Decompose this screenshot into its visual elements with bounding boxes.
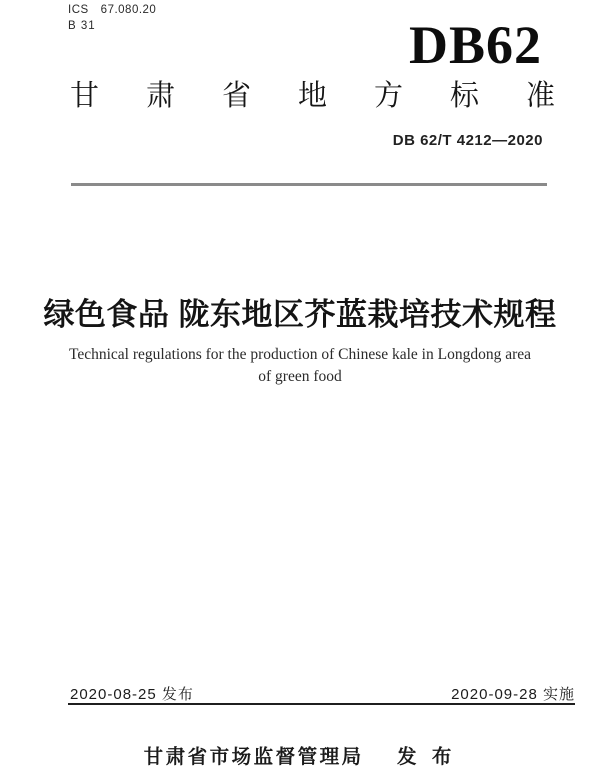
footer-divider <box>68 703 575 705</box>
issue-date <box>70 683 194 704</box>
ics-label: ICS <box>68 4 89 16</box>
standard-number: DB 62/T 4212—2020 <box>392 132 543 149</box>
date-row <box>0 684 600 704</box>
ics-classification <box>68 4 156 16</box>
english-title-line-2: of green food <box>258 368 342 385</box>
header-divider <box>71 183 547 186</box>
publisher-name: 甘肃省市场监督管理局 <box>143 746 364 768</box>
implement-date-label: 实施 <box>542 686 575 703</box>
standard-type-heading: 甘肃省地方标准 <box>70 80 555 112</box>
china-classification-code: B 31 <box>68 20 96 32</box>
publisher-row <box>0 741 600 768</box>
ics-code: 67.080.20 <box>100 4 157 16</box>
english-title-line-1: Technical regulations for the production of Chinese kale in Longdong area <box>68 346 532 363</box>
document-title-english <box>0 344 600 388</box>
publish-action-label: 发 布 <box>397 746 457 768</box>
document-title-chinese: 绿色食品 陇东地区芥蓝栽培技术规程 <box>43 297 557 332</box>
implement-date-value: 2020-09-28 <box>451 686 538 703</box>
implement-date <box>451 683 575 704</box>
issue-date-value: 2020-08-25 <box>70 686 157 703</box>
issue-date-label: 发布 <box>161 686 194 703</box>
db62-logo: DB62 <box>408 15 542 75</box>
